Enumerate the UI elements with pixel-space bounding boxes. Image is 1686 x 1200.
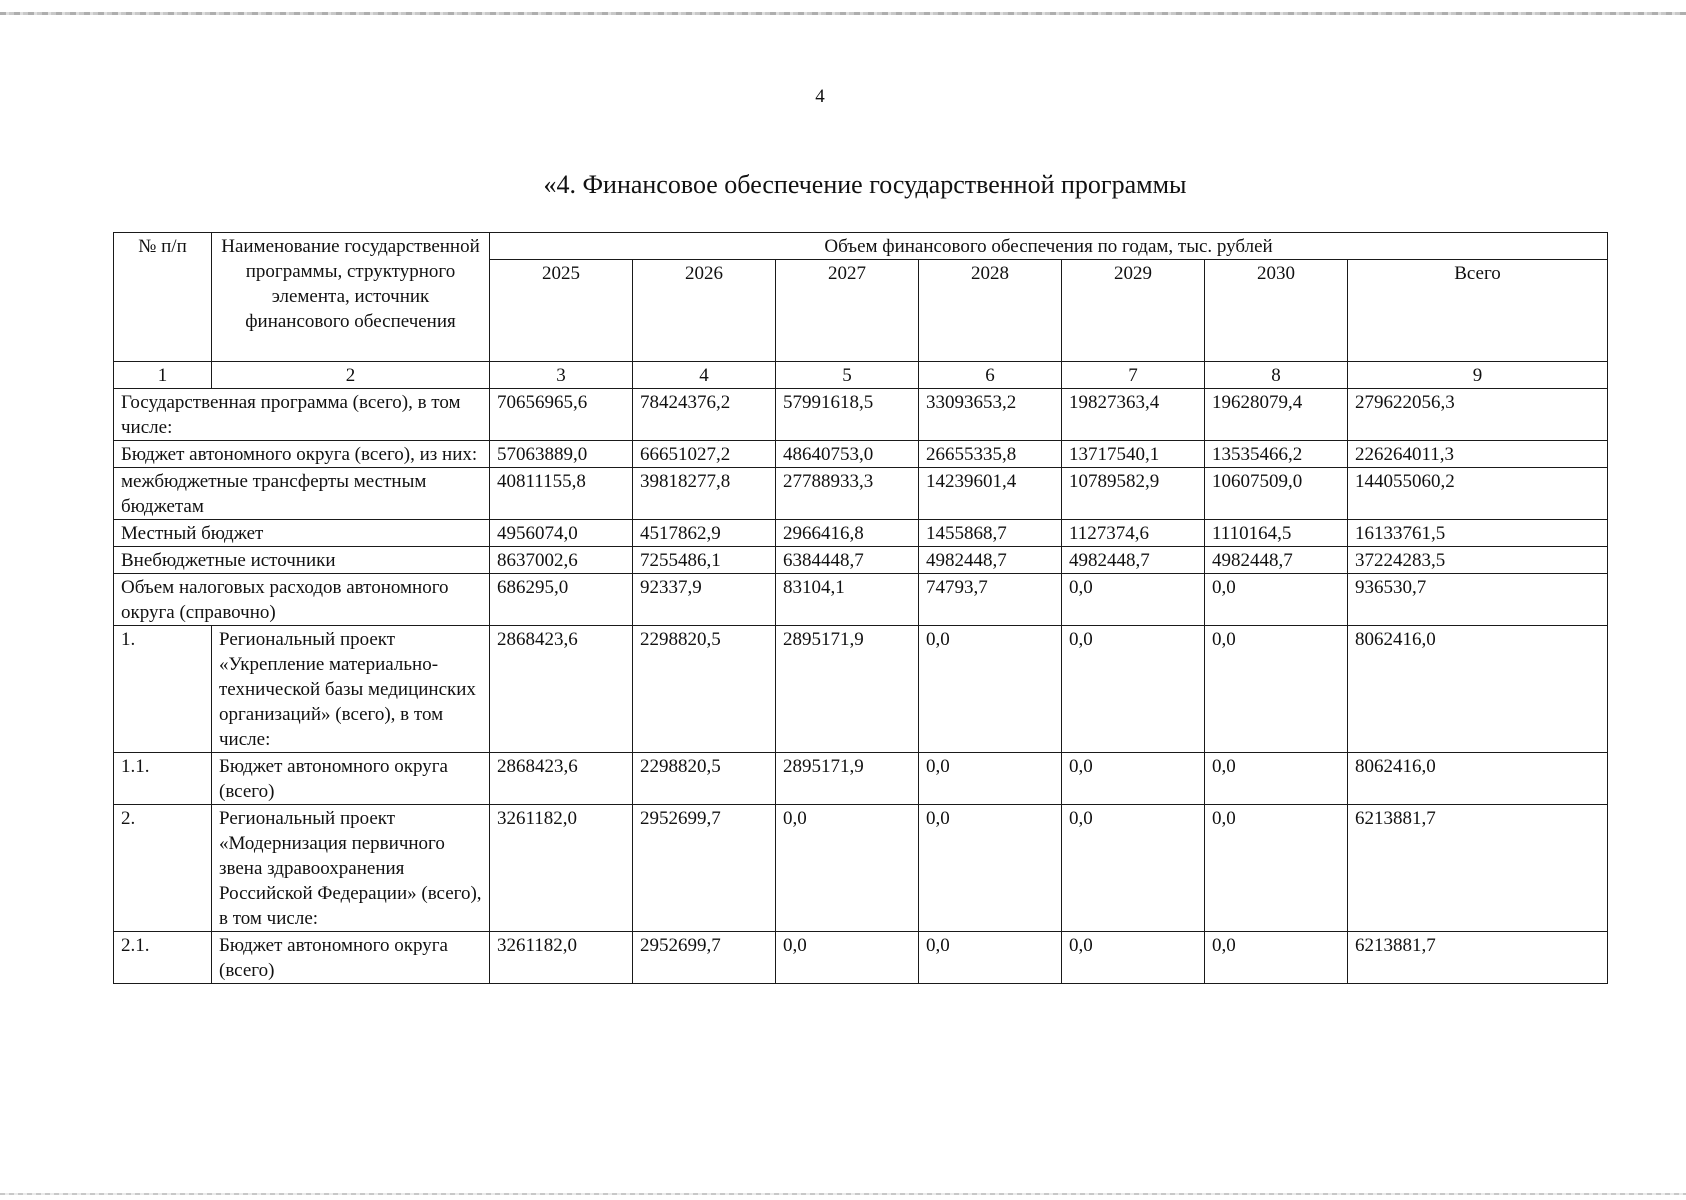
row-value: 2966416,8 — [776, 520, 919, 547]
row-value: 0,0 — [1062, 753, 1205, 805]
row-value: 0,0 — [1062, 574, 1205, 626]
table-row — [114, 389, 1608, 441]
row-value: 0,0 — [919, 753, 1062, 805]
row-value: 1455868,7 — [919, 520, 1062, 547]
row-name: Региональный проект «Модернизация первичного звена здравоохранения Российской Федерации» (всего), в том числе: — [212, 805, 490, 932]
row-value: 0,0 — [919, 805, 1062, 932]
row-value: 6384448,7 — [776, 547, 919, 574]
row-value: 0,0 — [1062, 805, 1205, 932]
row-value: 19827363,4 — [1062, 389, 1205, 441]
row-value: 83104,1 — [776, 574, 919, 626]
scan-edge-top — [0, 12, 1686, 15]
row-total-value: 6213881,7 — [1348, 932, 1608, 984]
row-value: 2895171,9 — [776, 626, 919, 753]
row-total-value: 279622056,3 — [1348, 389, 1608, 441]
row-total-value: 144055060,2 — [1348, 468, 1608, 520]
row-number: 1. — [114, 626, 212, 753]
column-number: 8 — [1205, 362, 1348, 389]
row-value: 10607509,0 — [1205, 468, 1348, 520]
row-name: Объем налоговых расходов автономного округа (справочно) — [114, 574, 490, 626]
row-value: 4982448,7 — [1062, 547, 1205, 574]
row-value: 0,0 — [1205, 932, 1348, 984]
header-num-col: № п/п — [114, 233, 212, 362]
row-value: 2952699,7 — [633, 805, 776, 932]
header-year: 2026 — [633, 260, 776, 362]
table-row — [114, 626, 1608, 753]
page-number: 4 — [815, 86, 825, 107]
row-value: 74793,7 — [919, 574, 1062, 626]
row-value: 10789582,9 — [1062, 468, 1205, 520]
column-number: 2 — [212, 362, 490, 389]
row-value: 57991618,5 — [776, 389, 919, 441]
row-value: 0,0 — [1205, 805, 1348, 932]
row-value: 78424376,2 — [633, 389, 776, 441]
header-year: 2030 — [1205, 260, 1348, 362]
column-number: 3 — [490, 362, 633, 389]
column-number: 1 — [114, 362, 212, 389]
document-title: «4. Финансовое обеспечение государственной программы — [543, 170, 1187, 199]
row-value: 39818277,8 — [633, 468, 776, 520]
row-value: 27788933,3 — [776, 468, 919, 520]
row-total-value: 936530,7 — [1348, 574, 1608, 626]
column-numbers-row — [114, 362, 1608, 389]
row-total-value: 8062416,0 — [1348, 753, 1608, 805]
column-number: 6 — [919, 362, 1062, 389]
header-volume-col: Объем финансового обеспечения по годам, тыс. рублей — [490, 233, 1608, 260]
row-value: 4517862,9 — [633, 520, 776, 547]
table-row — [114, 753, 1608, 805]
table-row — [114, 574, 1608, 626]
header-year: 2025 — [490, 260, 633, 362]
header-name-col: Наименование государственной программы, структурного элемента, источник финансового обеспечения — [212, 233, 490, 362]
header-row — [114, 233, 1608, 260]
row-value: 0,0 — [1062, 626, 1205, 753]
row-value: 2868423,6 — [490, 753, 633, 805]
row-name: Бюджет автономного округа (всего) — [212, 932, 490, 984]
row-value: 2895171,9 — [776, 753, 919, 805]
row-value: 4956074,0 — [490, 520, 633, 547]
row-value: 66651027,2 — [633, 441, 776, 468]
header-year: 2027 — [776, 260, 919, 362]
row-value: 26655335,8 — [919, 441, 1062, 468]
row-value: 1110164,5 — [1205, 520, 1348, 547]
row-value: 686295,0 — [490, 574, 633, 626]
row-number: 2. — [114, 805, 212, 932]
row-value: 8637002,6 — [490, 547, 633, 574]
row-name: Бюджет автономного округа (всего), из них: — [114, 441, 490, 468]
row-number: 1.1. — [114, 753, 212, 805]
row-value: 92337,9 — [633, 574, 776, 626]
row-value: 4982448,7 — [919, 547, 1062, 574]
row-total-value: 37224283,5 — [1348, 547, 1608, 574]
row-name: межбюджетные трансферты местным бюджетам — [114, 468, 490, 520]
row-value: 13535466,2 — [1205, 441, 1348, 468]
column-number: 9 — [1348, 362, 1608, 389]
table-row — [114, 520, 1608, 547]
row-value: 19628079,4 — [1205, 389, 1348, 441]
row-value: 0,0 — [776, 805, 919, 932]
row-value: 2298820,5 — [633, 753, 776, 805]
column-number: 5 — [776, 362, 919, 389]
row-total-value: 8062416,0 — [1348, 626, 1608, 753]
row-total-value: 16133761,5 — [1348, 520, 1608, 547]
row-name: Местный бюджет — [114, 520, 490, 547]
row-value: 0,0 — [1205, 574, 1348, 626]
row-value: 0,0 — [919, 626, 1062, 753]
row-name: Внебюджетные источники — [114, 547, 490, 574]
table-row — [114, 547, 1608, 574]
row-total-value: 6213881,7 — [1348, 805, 1608, 932]
row-number: 2.1. — [114, 932, 212, 984]
row-value: 70656965,6 — [490, 389, 633, 441]
row-value: 0,0 — [919, 932, 1062, 984]
row-value: 4982448,7 — [1205, 547, 1348, 574]
table-row — [114, 441, 1608, 468]
scan-edge-bottom — [0, 1193, 1686, 1195]
row-value: 0,0 — [1205, 626, 1348, 753]
header-year: 2029 — [1062, 260, 1205, 362]
row-value: 2298820,5 — [633, 626, 776, 753]
row-value: 0,0 — [1062, 932, 1205, 984]
row-value: 0,0 — [1205, 753, 1348, 805]
row-value: 40811155,8 — [490, 468, 633, 520]
column-number: 4 — [633, 362, 776, 389]
row-value: 48640753,0 — [776, 441, 919, 468]
row-value: 33093653,2 — [919, 389, 1062, 441]
row-name: Государственная программа (всего), в том числе: — [114, 389, 490, 441]
row-value: 3261182,0 — [490, 805, 633, 932]
row-value: 7255486,1 — [633, 547, 776, 574]
row-value: 1127374,6 — [1062, 520, 1205, 547]
row-value: 3261182,0 — [490, 932, 633, 984]
row-value: 57063889,0 — [490, 441, 633, 468]
row-name: Региональный проект «Укрепление материально-технической базы медицинских организаций» (всего), в том числе: — [212, 626, 490, 753]
header-year: 2028 — [919, 260, 1062, 362]
row-name: Бюджет автономного округа (всего) — [212, 753, 490, 805]
row-value: 0,0 — [776, 932, 919, 984]
row-value: 14239601,4 — [919, 468, 1062, 520]
row-value: 2952699,7 — [633, 932, 776, 984]
row-value: 13717540,1 — [1062, 441, 1205, 468]
column-number: 7 — [1062, 362, 1205, 389]
table-row — [114, 468, 1608, 520]
row-total-value: 226264011,3 — [1348, 441, 1608, 468]
row-value: 2868423,6 — [490, 626, 633, 753]
table-row — [114, 805, 1608, 932]
table-row — [114, 932, 1608, 984]
header-total: Всего — [1348, 260, 1608, 362]
financing-table — [113, 232, 1608, 984]
